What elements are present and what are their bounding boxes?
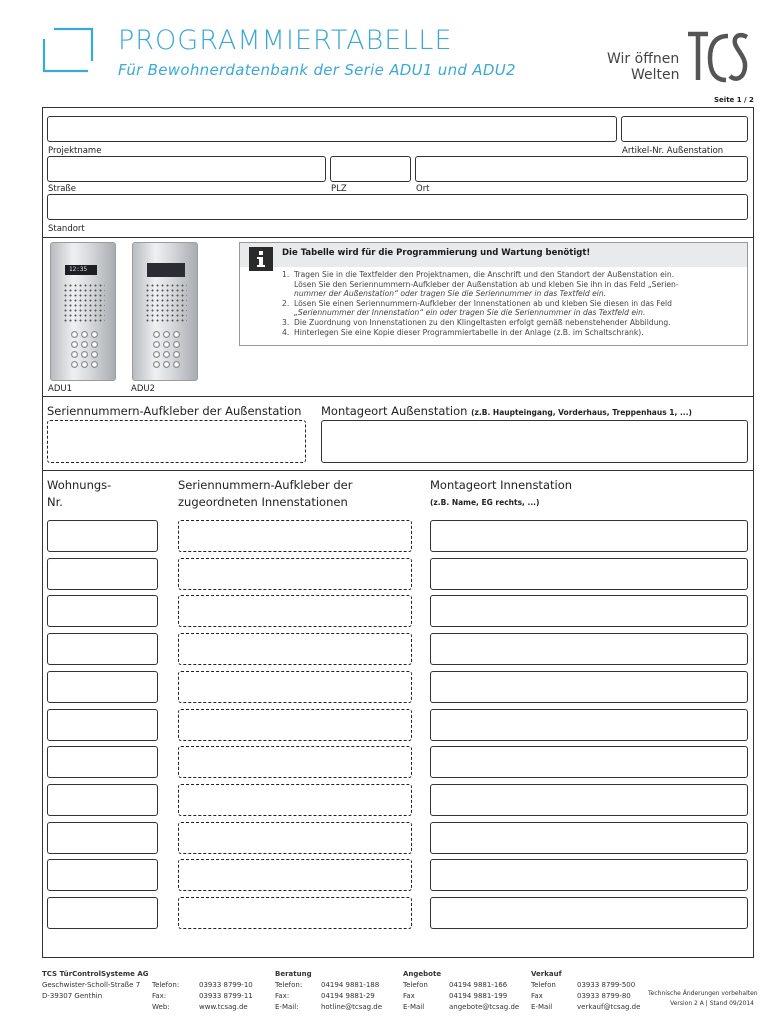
serial-indoor-sticker-field[interactable] bbox=[178, 671, 412, 703]
wohnung-nr-field[interactable] bbox=[47, 595, 158, 627]
adu2-display bbox=[147, 263, 185, 277]
divider-line bbox=[42, 470, 754, 471]
col-serial-header: Seriennummern-Aufkleber der zugeordneten Innenstationen bbox=[178, 478, 353, 509]
serial-outdoor-sticker-field[interactable] bbox=[47, 420, 306, 463]
montage-indoor-field[interactable] bbox=[430, 822, 748, 854]
adu1-key bbox=[91, 331, 98, 338]
info-item-4: 4. Hinterlegen Sie eine Kopie dieser Programmiertabelle in der Anlage (z.B. im Schaltschrank). bbox=[282, 327, 644, 337]
adu2-key bbox=[173, 351, 180, 358]
page-subtitle: Für Bewohnerdatenbank der Serie ADU1 und ADU2 bbox=[118, 61, 516, 79]
col-montage-header: Montageort Innenstation (z.B. Name, EG rechts, ...) bbox=[430, 478, 573, 507]
adu1-key bbox=[91, 361, 98, 368]
adu1-device-image bbox=[50, 242, 116, 381]
montage-indoor-field[interactable] bbox=[430, 746, 748, 778]
serial-indoor-sticker-field[interactable] bbox=[178, 595, 412, 627]
serial-indoor-sticker-field[interactable] bbox=[178, 709, 412, 741]
montage-indoor-field[interactable] bbox=[430, 897, 748, 929]
tcs-brand-logo bbox=[686, 28, 750, 84]
info-box bbox=[239, 242, 748, 346]
wohnung-nr-field[interactable] bbox=[47, 784, 158, 816]
adu2-label: ADU2 bbox=[131, 384, 155, 394]
adu2-key bbox=[173, 341, 180, 348]
serial-indoor-sticker-field[interactable] bbox=[178, 897, 412, 929]
tcs-bracket-logo bbox=[42, 27, 94, 73]
montage-outdoor-heading: Montageort Außenstation (z.B. Haupteingang, Vorderhaus, Treppenhaus 1, ...) bbox=[321, 404, 692, 418]
montage-indoor-field[interactable] bbox=[430, 520, 748, 552]
wohnung-nr-field[interactable] bbox=[47, 558, 158, 590]
serial-outdoor-heading: Seriennummern-Aufkleber der Außenstation bbox=[47, 404, 302, 418]
divider-line bbox=[42, 237, 754, 238]
footer-web-link[interactable]: www.tcsag.de bbox=[199, 1003, 248, 1011]
info-list bbox=[282, 270, 679, 337]
standort-label: Standort bbox=[48, 224, 85, 234]
ort-field[interactable] bbox=[415, 156, 748, 182]
strasse-label: Straße bbox=[48, 184, 77, 194]
info-icon bbox=[249, 247, 273, 271]
info-line: Lösen Sie den Seriennummern-Aufkleber der Außenstation ab und kleben Sie ihn in das Feld „Serien- bbox=[294, 279, 679, 289]
adu2-key bbox=[173, 331, 180, 338]
adu1-speaker-grille bbox=[63, 283, 105, 323]
footer-verkauf-values: 03933 8799-500 03933 8799-80 verkauf@tcsag.de bbox=[577, 981, 641, 1011]
adu2-key bbox=[153, 351, 160, 358]
info-line: Hinterlegen Sie eine Kopie dieser Programmiertabelle in der Anlage (z.B. im Schaltschrank). bbox=[294, 327, 644, 337]
wohnung-nr-field[interactable] bbox=[47, 859, 158, 891]
strasse-field[interactable] bbox=[47, 156, 326, 182]
projektname-field[interactable] bbox=[47, 116, 617, 142]
info-item-3: 3. Die Zuordnung von Innenstationen zu den Klingeltasten erfolgt gemäß nebenstehender Abbildung. bbox=[282, 317, 671, 327]
montage-outdoor-hint: (z.B. Haupteingang, Vorderhaus, Treppenhaus 1, ...) bbox=[471, 408, 692, 417]
adu2-key bbox=[163, 331, 170, 338]
adu1-key bbox=[71, 361, 78, 368]
serial-indoor-sticker-field[interactable] bbox=[178, 859, 412, 891]
footer-angebote-email[interactable]: angebote@tcsag.de bbox=[449, 1003, 520, 1011]
wohnung-nr-field[interactable] bbox=[47, 822, 158, 854]
montage-indoor-field[interactable] bbox=[430, 859, 748, 891]
adu2-device-image bbox=[132, 242, 198, 381]
adu1-key bbox=[91, 351, 98, 358]
col-wohnung-header: Wohnungs- Nr. bbox=[47, 478, 112, 509]
montage-indoor-field[interactable] bbox=[430, 709, 748, 741]
info-line: Tragen Sie in die Textfelder den Projektnamen, die Anschrift und den Standort der Außenstation ein. bbox=[294, 270, 675, 279]
plz-label: PLZ bbox=[331, 184, 347, 194]
adu1-key bbox=[81, 351, 88, 358]
plz-field[interactable] bbox=[330, 156, 411, 182]
montage-outdoor-field[interactable] bbox=[321, 420, 748, 463]
slogan-line2: Welten bbox=[631, 67, 680, 83]
footer-contact-labels: Telefon: Fax: Web: bbox=[152, 981, 180, 1011]
serial-indoor-sticker-field[interactable] bbox=[178, 633, 412, 665]
adu1-key bbox=[81, 331, 88, 338]
footer-company: TCS TürControlSysteme AG Geschwister-Scholl-Straße 7 D-39307 Genthin bbox=[42, 970, 149, 1000]
footer-verkauf-email[interactable]: verkauf@tcsag.de bbox=[577, 1003, 641, 1011]
footer-angebote: Angebote Telefon Fax E-Mail bbox=[403, 970, 442, 1011]
page-number: Seite 1 / 2 bbox=[714, 96, 754, 104]
adu1-key bbox=[71, 331, 78, 338]
serial-indoor-sticker-field[interactable] bbox=[178, 746, 412, 778]
montage-indoor-field[interactable] bbox=[430, 633, 748, 665]
page-title: PROGRAMMIERTABELLE bbox=[118, 25, 453, 56]
adu1-label: ADU1 bbox=[48, 384, 72, 394]
adu2-speaker-grille bbox=[145, 283, 187, 323]
footer-hotline-email[interactable]: hotline@tcsag.de bbox=[321, 1003, 383, 1011]
serial-indoor-sticker-field[interactable] bbox=[178, 520, 412, 552]
wohnung-nr-field[interactable] bbox=[47, 746, 158, 778]
artikel-nr-label: Artikel-Nr. Außenstation bbox=[622, 146, 724, 156]
info-item-1: 1. Tragen Sie in die Textfelder den Projektnamen, die Anschrift und den Standort der Außenstation ein. Lösen Sie den Seriennummern-Aufkleber der Außenstation ab und kleben Sie ihn in das Feld „Serien- nummer der Außenstation“ oder tragen Sie die Seriennummer in das Textfeld ein. bbox=[282, 270, 679, 299]
wohnung-nr-field[interactable] bbox=[47, 671, 158, 703]
serial-indoor-sticker-field[interactable] bbox=[178, 784, 412, 816]
adu2-key bbox=[163, 351, 170, 358]
adu2-key bbox=[173, 361, 180, 368]
footer-beratung-values: 04194 9881-188 04194 9881-29 hotline@tcsag.de bbox=[321, 981, 383, 1011]
wohnung-nr-field[interactable] bbox=[47, 520, 158, 552]
serial-indoor-sticker-field[interactable] bbox=[178, 558, 412, 590]
adu1-key bbox=[71, 351, 78, 358]
info-line: Die Zuordnung von Innenstationen zu den Klingeltasten erfolgt gemäß nebenstehender Abbildung. bbox=[294, 317, 671, 327]
adu2-key bbox=[153, 341, 160, 348]
standort-field[interactable] bbox=[47, 194, 748, 220]
projektname-label: Projektname bbox=[48, 146, 102, 156]
footer-verkauf: Verkauf Telefon Fax E-Mail bbox=[531, 970, 562, 1011]
adu1-key bbox=[81, 341, 88, 348]
divider-line bbox=[42, 396, 754, 397]
footer-beratung: Beratung Telefon: Fax: E-Mail: bbox=[275, 970, 312, 1011]
ort-label: Ort bbox=[416, 184, 430, 194]
montage-indoor-field[interactable] bbox=[430, 595, 748, 627]
info-line: Lösen Sie einen Seriennummern-Aufkleber der Innenstationen ab und kleben Sie diesen in das Feld bbox=[294, 298, 672, 308]
footer-angebote-values: 04194 9881-166 04194 9881-199 angebote@tcsag.de bbox=[449, 981, 520, 1011]
montage-indoor-field[interactable] bbox=[430, 784, 748, 816]
adu1-key bbox=[81, 361, 88, 368]
footer-contact-values: 03933 8799-10 03933 8799-11 www.tcsag.de bbox=[199, 981, 253, 1011]
montage-indoor-field[interactable] bbox=[430, 558, 748, 590]
info-item-2: 2. Lösen Sie einen Seriennummern-Aufkleber der Innenstationen ab und kleben Sie diesen in das Feld „Seriennummer der Innenstation“ ein oder tragen Sie die Seriennummer in das Textfeld ein. bbox=[282, 298, 672, 318]
adu1-key bbox=[91, 341, 98, 348]
wohnung-nr-field[interactable] bbox=[47, 709, 158, 741]
footer-notes: Technische Änderungen vorbehalten Version 2 A | Stand 09/2014 bbox=[648, 990, 758, 1007]
adu1-display: 12:35 bbox=[65, 265, 97, 275]
artikel-nr-field[interactable] bbox=[621, 116, 748, 142]
adu2-key bbox=[153, 361, 160, 368]
adu2-key bbox=[163, 341, 170, 348]
wohnung-nr-field[interactable] bbox=[47, 633, 158, 665]
info-line: „Seriennummer der Innenstation“ ein oder tragen Sie die Seriennummer in das Textfeld ein. bbox=[294, 308, 646, 318]
adu2-key bbox=[163, 361, 170, 368]
montage-indoor-field[interactable] bbox=[430, 671, 748, 703]
adu2-key bbox=[153, 331, 160, 338]
info-heading: Die Tabelle wird für die Programmierung und Wartung benötigt! bbox=[282, 248, 591, 258]
serial-indoor-sticker-field[interactable] bbox=[178, 822, 412, 854]
info-line: nummer der Außenstation“ oder tragen Sie die Seriennummer in das Textfeld ein. bbox=[294, 289, 607, 299]
wohnung-nr-field[interactable] bbox=[47, 897, 158, 929]
slogan-line1: Wir öffnen bbox=[607, 51, 680, 67]
adu1-key bbox=[71, 341, 78, 348]
